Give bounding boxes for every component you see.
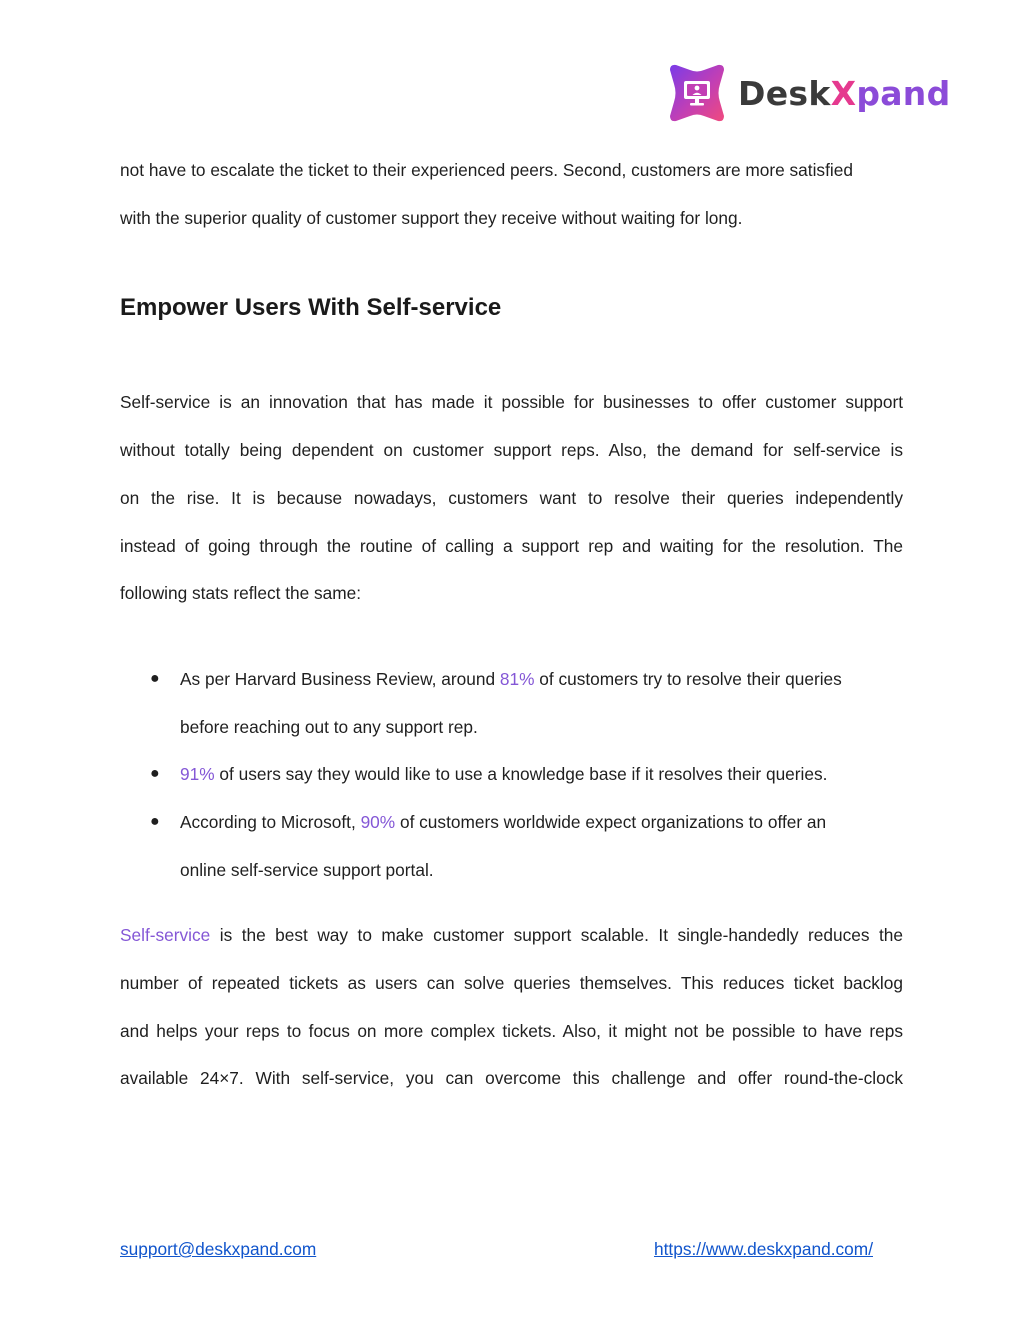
bullet-item-microsoft bbox=[180, 812, 826, 833]
deskxpand-logo[interactable] bbox=[664, 60, 951, 126]
footer-website-link[interactable]: https://www.deskxpand.com/ bbox=[654, 1239, 873, 1259]
closing-line-3: and helps your reps to focus on more complex tickets. Also, it might not be possible to have reps bbox=[120, 1021, 903, 1041]
bullet-icon: ● bbox=[150, 765, 160, 782]
bullet-item-harvard bbox=[180, 669, 842, 690]
closing-line-2: number of repeated tickets as users can solve queries themselves. This reduces ticket backlog bbox=[120, 973, 903, 993]
bullet-text: According to Microsoft, bbox=[180, 812, 361, 832]
paragraph-line: following stats reflect the same: bbox=[120, 583, 362, 603]
paragraph-line: without totally being dependent on customer support reps. Also, the demand for self-service is bbox=[120, 440, 903, 460]
bullet-item-continuation: before reaching out to any support rep. bbox=[180, 717, 478, 737]
bullet-item-knowledge-base bbox=[180, 764, 827, 785]
bullet-icon: ● bbox=[150, 813, 160, 830]
self-service-link[interactable]: Self-service bbox=[120, 925, 211, 945]
deskxpand-logo-text bbox=[738, 74, 951, 113]
stat-link-90[interactable]: 90% bbox=[360, 812, 396, 832]
closing-line-1 bbox=[120, 925, 903, 946]
logo-text-x: X bbox=[830, 73, 857, 113]
bullet-text: As per Harvard Business Review, around bbox=[180, 669, 500, 689]
intro-line-1: not have to escalate the ticket to their experienced peers. Second, customers are more satisfied bbox=[120, 160, 853, 180]
bullet-text: of users say they would like to use a knowledge base if it resolves their queries. bbox=[214, 764, 828, 784]
logo-text-desk: Desk bbox=[738, 73, 831, 113]
paragraph-line: Self-service is an innovation that has made it possible for businesses to offer customer support bbox=[120, 392, 903, 412]
section-heading: Empower Users With Self-service bbox=[120, 294, 502, 321]
logo-text-pand: pand bbox=[856, 73, 951, 113]
paragraph-line: on the rise. It is because nowadays, customers want to resolve their queries independently bbox=[120, 488, 903, 508]
intro-line-2: with the superior quality of customer support they receive without waiting for long. bbox=[120, 208, 743, 228]
closing-text: is the best way to make customer support scalable. It single-handedly reduces the bbox=[210, 925, 903, 945]
paragraph-line: instead of going through the routine of calling a support rep and waiting for the resolution. The bbox=[120, 536, 903, 556]
bullet-text: of customers worldwide expect organizations to offer an bbox=[395, 812, 827, 832]
deskxpand-logo-icon bbox=[664, 60, 730, 126]
footer-email-link[interactable]: support@deskxpand.com bbox=[120, 1239, 317, 1259]
stat-link-81[interactable]: 81% bbox=[499, 669, 535, 689]
bullet-icon: ● bbox=[150, 670, 160, 687]
stat-link-91[interactable]: 91% bbox=[180, 764, 215, 784]
bullet-text: of customers try to resolve their queries bbox=[534, 669, 842, 689]
closing-line-4: available 24×7. With self-service, you can overcome this challenge and offer round-the-clock bbox=[120, 1068, 903, 1088]
bullet-item-continuation: online self-service support portal. bbox=[180, 860, 434, 880]
